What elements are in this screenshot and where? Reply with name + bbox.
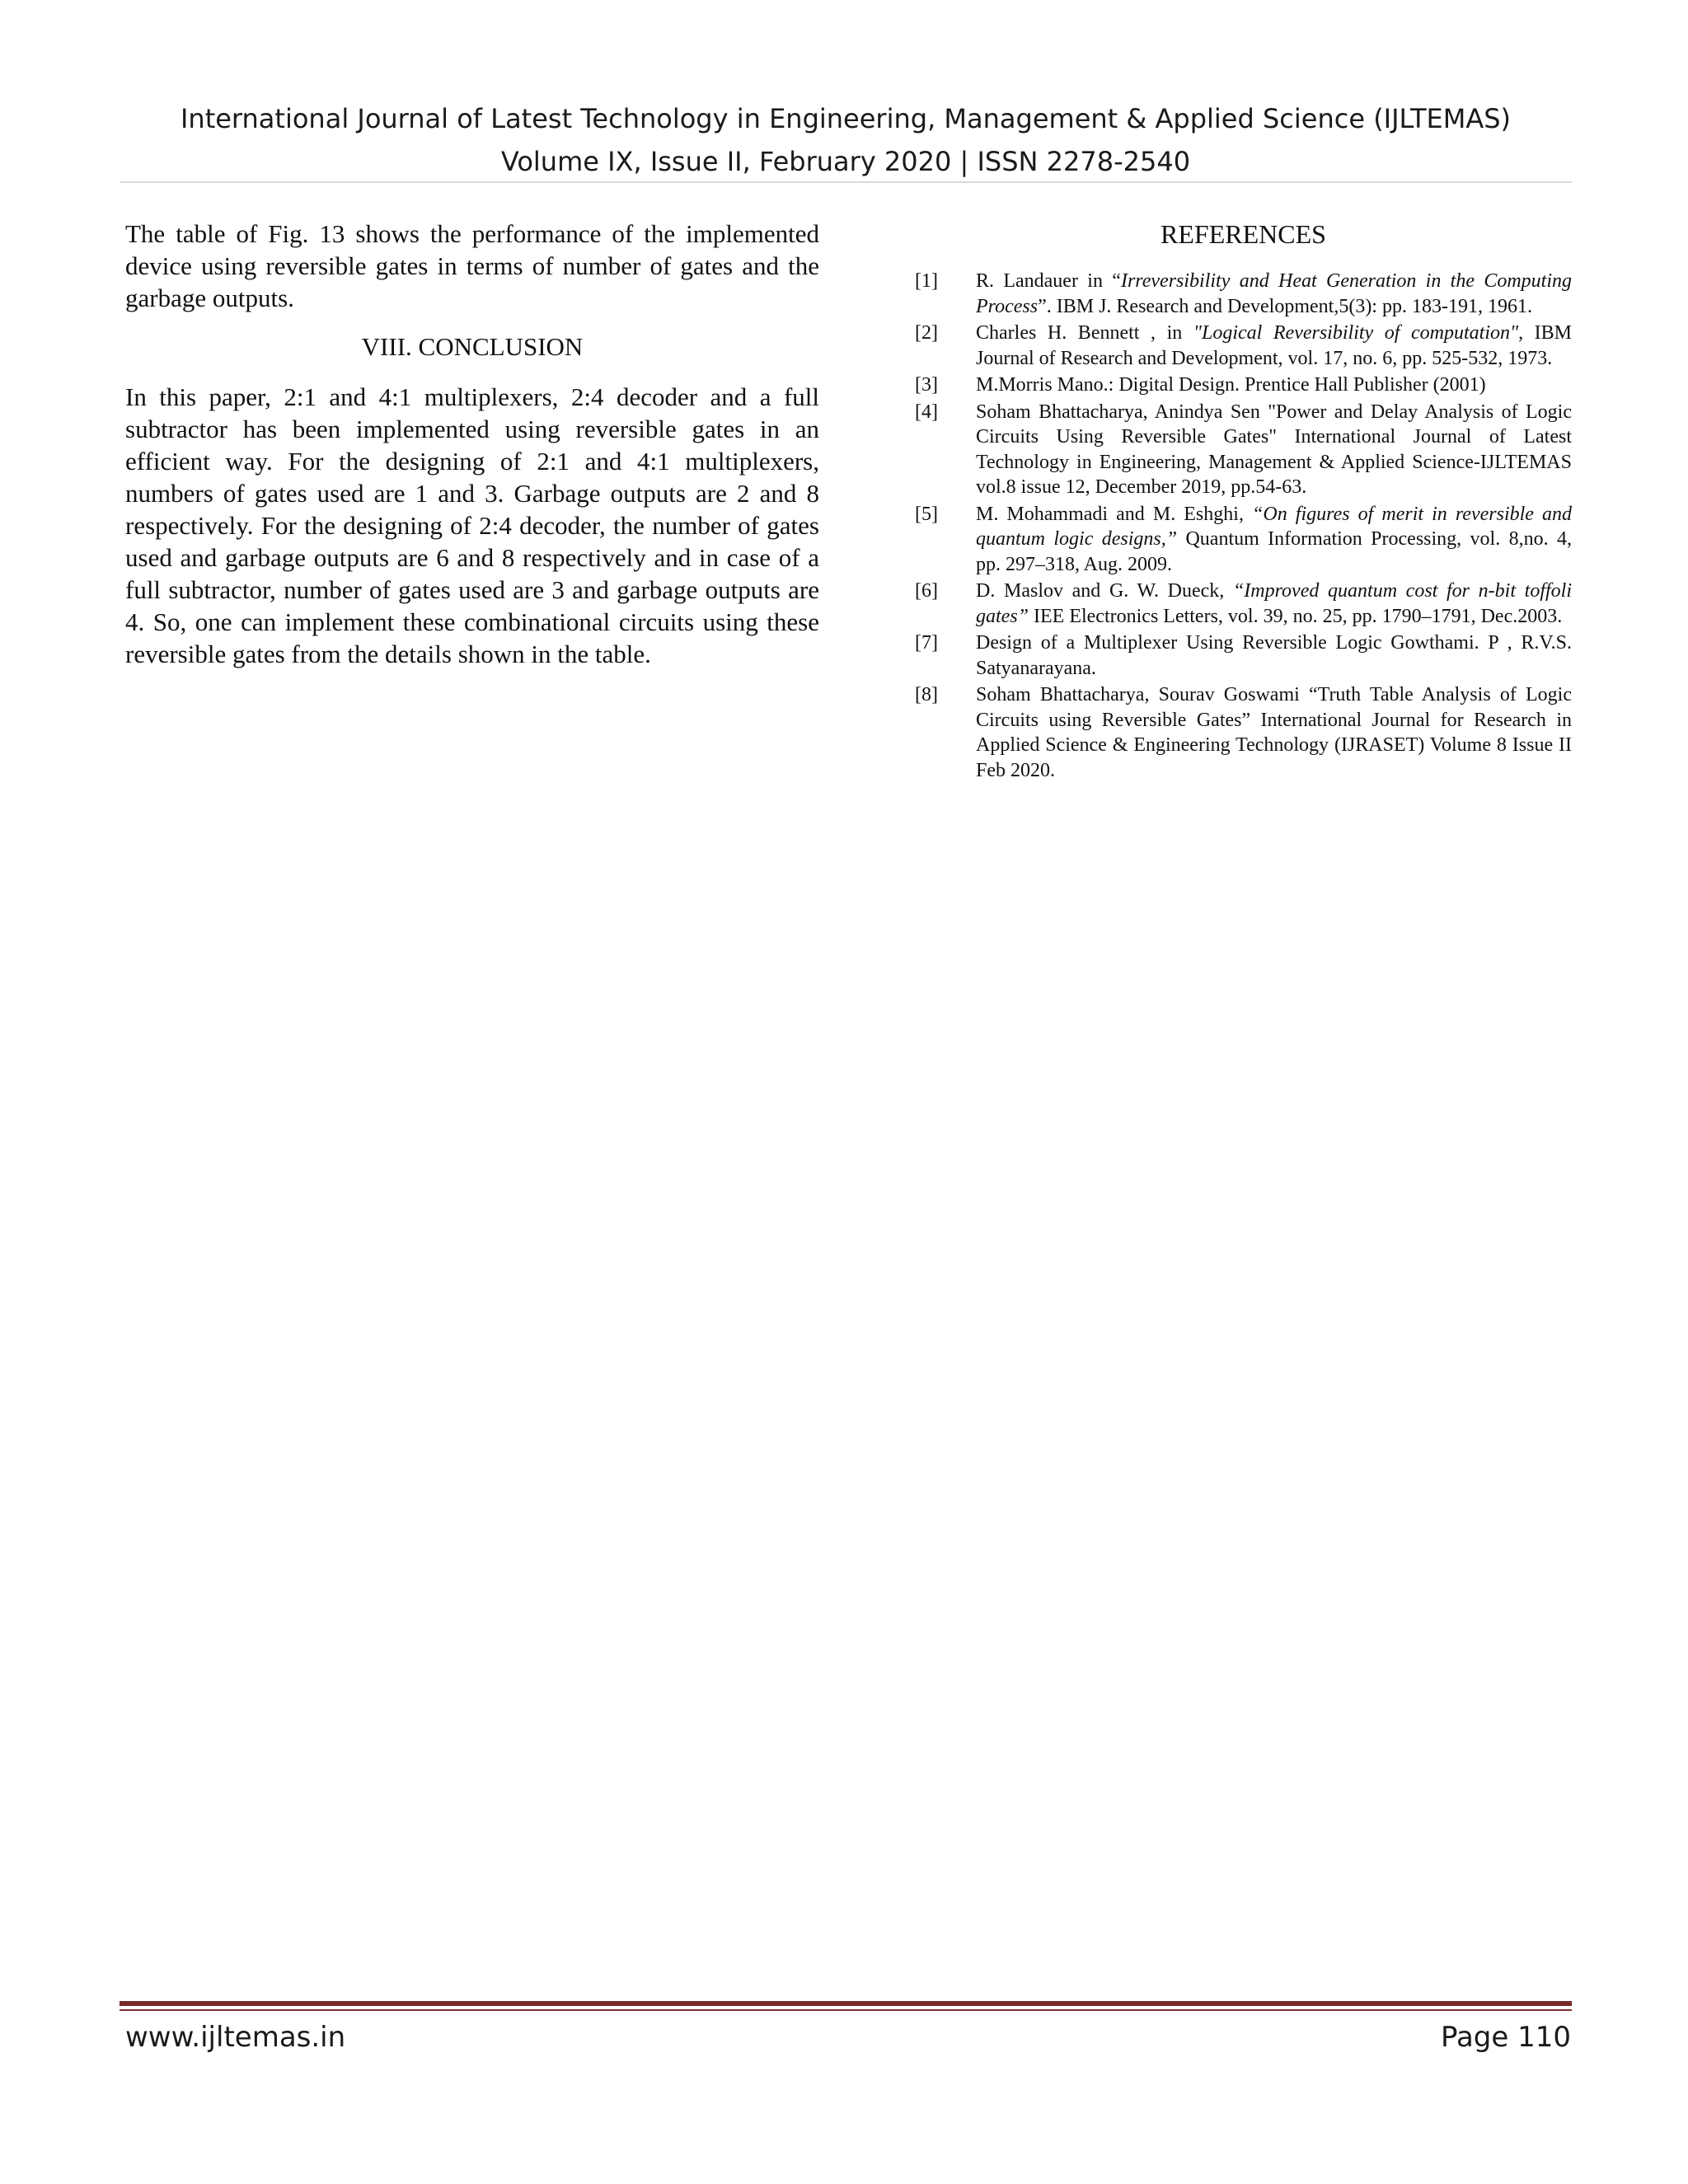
reference-number: [1] bbox=[915, 270, 938, 292]
reference-item bbox=[915, 630, 1572, 681]
reference-title: "Logical Reversibility of computation" bbox=[1193, 322, 1519, 344]
reference-number: [5] bbox=[915, 503, 938, 525]
references-list bbox=[915, 269, 1572, 783]
journal-title: International Journal of Latest Technology in Engineering, Management & Applied Science (IJLTEMAS) bbox=[180, 103, 1512, 134]
reference-text: Soham Bhattacharya, Anindya Sen "Power and Delay Analysis of Logic Circuits Using Reversible Gates" International Journal of Latest Technology in Engineering, Management & Applied Science-IJLTEMAS vol.8 issue 12, December 2019, pp.54-63. bbox=[976, 401, 1572, 498]
footer-page-number: Page 110 bbox=[1440, 2021, 1571, 2054]
reference-number: [6] bbox=[915, 580, 938, 602]
reference-item bbox=[915, 579, 1572, 629]
reference-number: [7] bbox=[915, 632, 938, 654]
reference-item bbox=[915, 321, 1572, 371]
reference-item bbox=[915, 502, 1572, 578]
footer-divider-thick bbox=[120, 2001, 1572, 2006]
references-heading: REFERENCES bbox=[1160, 219, 1326, 249]
reference-text: R. Landauer in “Irreversibility and Heat Generation in the Computing Process”. IBM J. Research and Development,5(3): pp. 183-191, 1961. bbox=[976, 270, 1573, 317]
reference-number: [3] bbox=[915, 374, 938, 396]
reference-text: Charles H. Bennett , in "Logical Reversibility of computation", IBM Journal of Research and Development, vol. 17, no. 6, pp. 525-532, 1973. bbox=[976, 322, 1573, 369]
footer-website: www.ijltemas.in bbox=[125, 2021, 346, 2054]
reference-text: Design of a Multiplexer Using Reversible Logic Gowthami. P , R.V.S. Satyanarayana. bbox=[976, 632, 1572, 679]
reference-item bbox=[915, 400, 1572, 500]
reference-title: Irreversibility and Heat Generation in the Computing Process bbox=[976, 270, 1573, 317]
page-header bbox=[120, 97, 1572, 183]
header-divider bbox=[120, 181, 1572, 183]
reference-title: “Improved quantum cost for n-bit toffoli gates” bbox=[976, 580, 1573, 627]
reference-text: Soham Bhattacharya, Sourav Goswami “Truth Table Analysis of Logic Circuits using Reversible Gates” International Journal for Research in Applied Science & Engineering Technology (IJRASET) Volume 8 Issue II Feb 2020. bbox=[976, 684, 1572, 781]
reference-number: [8] bbox=[915, 684, 938, 705]
reference-title: “On figures of merit in reversible and quantum logic designs,” bbox=[976, 503, 1573, 550]
right-column bbox=[915, 218, 1572, 785]
reference-text: D. Maslov and G. W. Dueck, “Improved quantum cost for n-bit toffoli gates” IEE Electronics Letters, vol. 39, no. 25, pp. 1790–1791, Dec.2003. bbox=[976, 580, 1573, 627]
footer-divider-thin bbox=[120, 2009, 1572, 2011]
reference-text: M. Mohammadi and M. Eshghi, “On figures of merit in reversible and quantum logic designs,” Quantum Information Processing, vol. 8,no. 4, pp. 297–318, Aug. 2009. bbox=[976, 503, 1573, 575]
reference-item bbox=[915, 269, 1572, 319]
conclusion-heading: VIII. CONCLUSION bbox=[361, 332, 584, 361]
left-column bbox=[125, 218, 819, 670]
reference-text: M.Morris Mano.: Digital Design. Prentice Hall Publisher (2001) bbox=[976, 374, 1486, 396]
conclusion-paragraph: In this paper, 2:1 and 4:1 multiplexers, 2:4 decoder and a full subtractor has been implemented using reversible gates in an efficient way. For the designing of 2:1 and 4:1 multiplexers, numbers of gates used are 1 and 3. Garbage outputs are 2 and 8 respectively. For the designing of 2:4 decoder, the number of gates used and garbage outputs are 6 and 8 respectively and in case of a full subtractor, number of gates used are 3 and garbage outputs are 4. So, one can implement these combinational circuits using these reversible gates from the details shown in the table. bbox=[125, 382, 819, 668]
intro-paragraph: The table of Fig. 13 shows the performance of the implemented device using reversible gates in terms of number of gates and the garbage outputs. bbox=[125, 219, 819, 312]
reference-item bbox=[915, 373, 1572, 398]
reference-item bbox=[915, 682, 1572, 783]
reference-number: [4] bbox=[915, 401, 938, 423]
reference-number: [2] bbox=[915, 322, 938, 344]
volume-issue-line: Volume IX, Issue II, February 2020 | ISSN 2278-2540 bbox=[500, 146, 1191, 177]
